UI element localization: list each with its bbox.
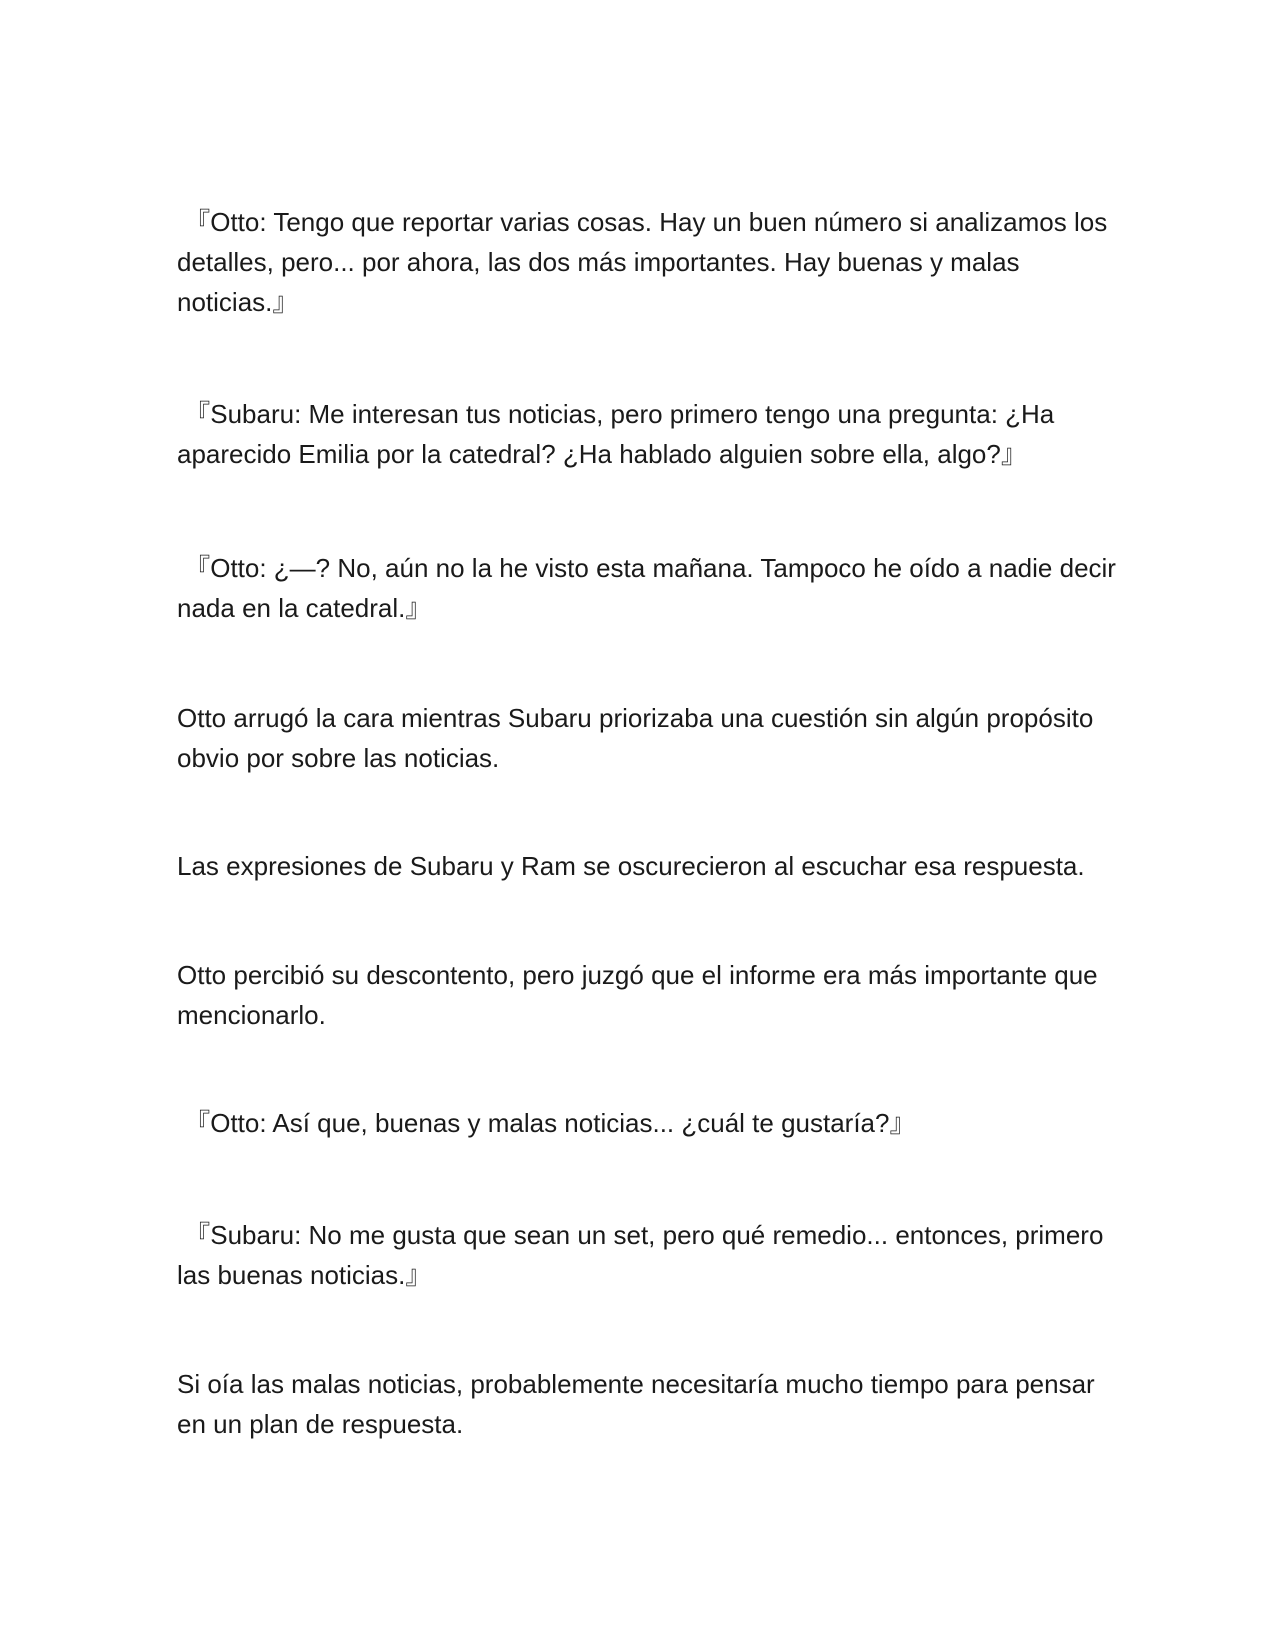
paragraph-narration-discontent: Otto percibió su descontento, pero juzgó que el informe era más importante que mencionarlo. bbox=[177, 960, 1098, 1030]
paragraph-subaru-good-news: 『Subaru: No me gusta que sean un set, pero qué remedio... entonces, primero las buenas noticias.』 bbox=[177, 1220, 1104, 1290]
paragraph-otto-choice: 『Otto: Así que, buenas y malas noticias... ¿cuál te gustaría?』 bbox=[177, 1108, 916, 1138]
paragraph-narration-expressions: Las expresiones de Subaru y Ram se oscurecieron al escuchar esa respuesta. bbox=[177, 851, 1085, 881]
paragraph-subaru-question: 『Subaru: Me interesan tus noticias, pero primero tengo una pregunta: ¿Ha aparecido Emilia por la catedral? ¿Ha hablado alguien sobre ella, algo?』 bbox=[177, 399, 1055, 469]
paragraph-narration-plan: Si oía las malas noticias, probablemente necesitaría mucho tiempo para pensar en un plan de respuesta. bbox=[177, 1369, 1095, 1439]
paragraph-otto-answer: 『Otto: ¿—? No, aún no la he visto esta mañana. Tampoco he oído a nadie decir nada en la catedral.』 bbox=[177, 553, 1116, 623]
paragraph-narration-otto-face: Otto arrugó la cara mientras Subaru priorizaba una cuestión sin algún propósito obvio por sobre las noticias. bbox=[177, 703, 1094, 773]
paragraph-otto-report: 『Otto: Tengo que reportar varias cosas. Hay un buen número si analizamos los detalles, pero... por ahora, las dos más importantes. Hay buenas y malas noticias.』 bbox=[177, 207, 1108, 317]
